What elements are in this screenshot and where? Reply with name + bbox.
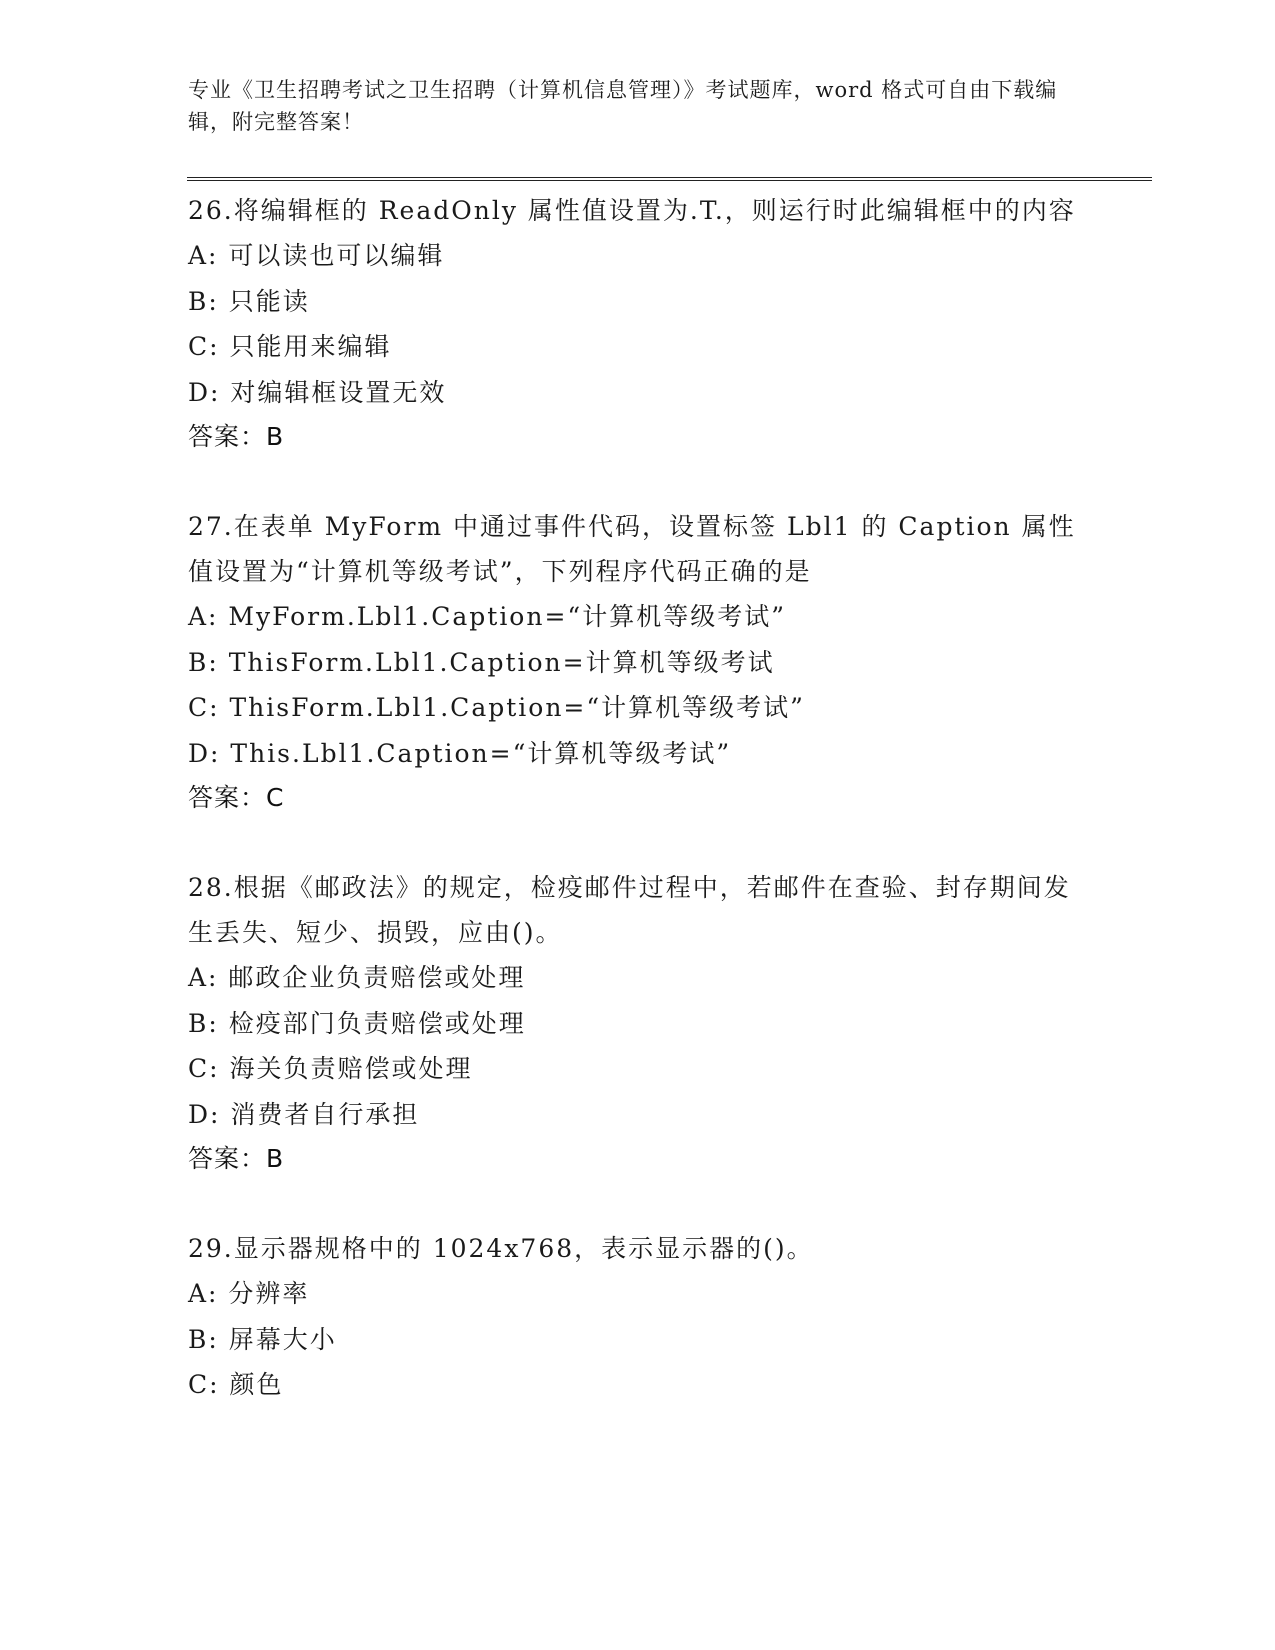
option-b: B: 屏幕大小 (188, 1324, 337, 1354)
question-stem: 28.根据《邮政法》的规定，检疫邮件过程中，若邮件在查验、封存期间发生丢失、短少、损毁，应由()。 (188, 873, 1071, 947)
option-c: C: ThisForm.Lbl1.Caption=“计算机等级考试” (188, 693, 805, 722)
question-26 (188, 188, 1088, 459)
option-b: B: 检疫部门负责赔偿或处理 (188, 1008, 526, 1038)
option-b: B: ThisForm.Lbl1.Caption=计算机等级考试 (188, 647, 775, 677)
question-stem: 29.显示器规格中的 1024x768，表示显示器的()。 (188, 1234, 814, 1263)
question-stem: 26.将编辑框的 ReadOnly 属性值设置为.T.，则运行时此编辑框中的内容 (188, 196, 1076, 225)
question-28 (188, 865, 1088, 1181)
option-b: B: 只能读 (188, 286, 310, 316)
option-a: A: MyForm.Lbl1.Caption=“计算机等级考试” (188, 602, 786, 631)
question-29 (188, 1226, 1088, 1408)
answer-line: 答案：B (188, 422, 285, 451)
option-c: C: 海关负责赔偿或处理 (188, 1054, 473, 1083)
option-a: A: 邮政企业负责赔偿或处理 (188, 963, 526, 992)
question-27 (188, 504, 1088, 820)
option-d: D: 对编辑框设置无效 (188, 377, 447, 407)
header-divider (187, 177, 1152, 181)
option-a: A: 分辨率 (188, 1279, 310, 1308)
document-header: 专业《卫生招聘考试之卫生招聘（计算机信息管理）》考试题库，word 格式可自由下载编辑，附完整答案！ (188, 78, 1058, 134)
option-a: A: 可以读也可以编辑 (188, 241, 445, 270)
option-d: D: 消费者自行承担 (188, 1099, 420, 1129)
question-stem: 27.在表单 MyForm 中通过事件代码，设置标签 Lbl1 的 Caption 属性值设置为“计算机等级考试”，下列程序代码正确的是 (188, 512, 1076, 586)
option-d: D: This.Lbl1.Caption=“计算机等级考试” (188, 738, 732, 768)
answer-line: 答案：C (188, 783, 285, 812)
option-c: C: 只能用来编辑 (188, 332, 392, 361)
question-list (188, 188, 1088, 1453)
answer-line: 答案：B (188, 1144, 285, 1173)
option-c: C: 颜色 (188, 1370, 284, 1399)
